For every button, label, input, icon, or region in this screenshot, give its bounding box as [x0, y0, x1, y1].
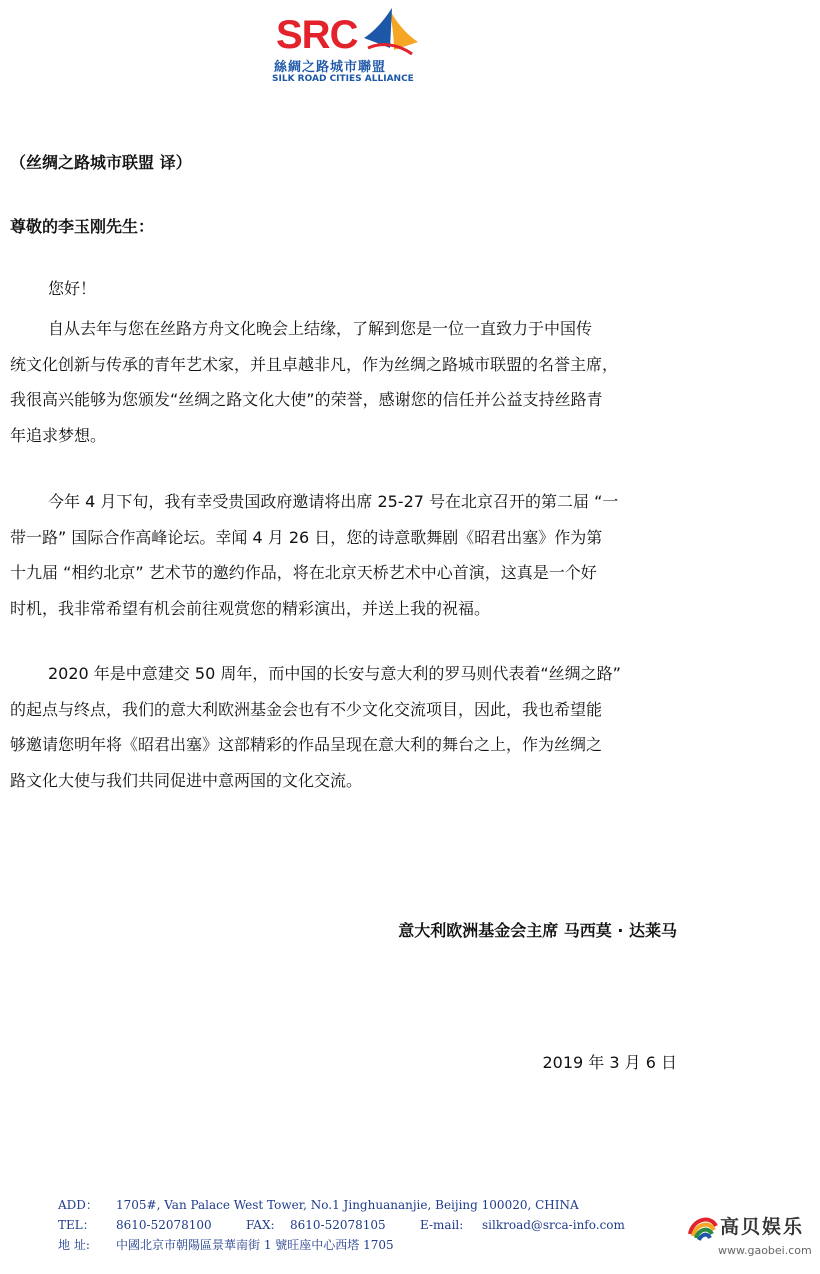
paragraph-line: 十九届 “相约北京” 艺术节的邀约作品，将在北京天桥艺术中心首演，这真是一个好	[10, 563, 597, 582]
footer-cn-address-row	[58, 1235, 579, 1255]
paragraph-line: 的起点与终点，我们的意大利欧洲基金会也有不少文化交流项目，因此，我也希望能	[10, 699, 603, 719]
paragraph-1	[10, 311, 700, 453]
sail-icon	[390, 10, 418, 50]
footer-contact	[58, 1195, 625, 1255]
paragraph-line: 自从去年与您在丝路方舟文化晚会上结缘，了解到您是一位一直致力于中国传	[48, 319, 593, 338]
address-en: 1705#, Van Palace West Tower, No.1 Jinghuananjie, Beijing 100020, CHINA	[116, 1198, 579, 1212]
footer-address-row	[58, 1195, 579, 1215]
tel-number: 8610-52078100	[116, 1218, 212, 1232]
paragraph-line: 2020 年是中意建交 50 周年，而中国的长安与意大利的罗马则代表着“丝绸之路”	[48, 664, 621, 683]
fax-number: 8610-52078105	[290, 1218, 386, 1232]
email-address[interactable]: silkroad@srca-info.com	[482, 1218, 625, 1232]
translator-note: （丝绸之路城市联盟 译）	[10, 153, 192, 172]
rainbow-icon	[688, 1212, 718, 1242]
watermark-text: 高贝娱乐	[720, 1216, 805, 1238]
paragraph-3	[10, 656, 700, 798]
email-label: E-mail:	[420, 1218, 464, 1232]
tel-label: TEL：	[58, 1218, 95, 1232]
paragraph-line: 统文化创新与传承的青年艺术家，并且卓越非凡，作为丝绸之路城市联盟的名誉主席，	[10, 354, 619, 374]
watermark-url: www.gaobei.com	[718, 1244, 812, 1257]
watermark	[688, 1210, 813, 1266]
footer-phone-row	[58, 1215, 625, 1235]
paragraph-line: 我很高兴能够为您颁发“丝绸之路文化大使”的荣誉，感谢您的信任并公益支持丝路青	[10, 390, 603, 409]
paragraph-line: 今年 4 月下旬，我有幸受贵国政府邀请将出席 25-27 号在北京召开的第二届 “一	[48, 492, 619, 511]
signature: 意大利欧洲基金会主席 马西莫 · 达莱马	[398, 921, 677, 940]
paragraph-2	[10, 484, 700, 626]
address-cn: 中國北京市朝陽區景華南街 1 號旺座中心西塔 1705	[116, 1238, 394, 1252]
fax-label: FAX:	[246, 1218, 275, 1232]
logo-english-name: SILK ROAD CITIES ALLIANCE	[272, 74, 414, 84]
logo-chinese-name: 絲綢之路城市聯盟	[274, 60, 387, 75]
paragraph-line: 够邀请您明年将《昭君出塞》这部精彩的作品呈现在意大利的舞台之上，作为丝绸之	[10, 735, 603, 754]
cn-address-label: 地 址:	[58, 1238, 90, 1252]
srca-logo-mark	[272, 4, 422, 58]
logo-letters: SRC	[276, 13, 358, 57]
paragraph-line: 路文化大使与我们共同促进中意两国的文化交流。	[10, 770, 363, 790]
srca-logo	[272, 4, 432, 86]
paragraph-line: 带一路” 国际合作高峰论坛。幸闻 4 月 26 日，您的诗意歌舞剧《昭君出塞》作为第	[10, 527, 603, 547]
paragraph-line: 年追求梦想。	[10, 425, 107, 445]
sail-blue-icon	[364, 8, 392, 48]
salutation: 尊敬的李玉刚先生：	[10, 217, 155, 236]
paragraph-line: 时机，我非常希望有机会前往观赏您的精彩演出，并送上我的祝福。	[10, 598, 491, 618]
greeting: 您好！	[48, 279, 97, 298]
letter-date: 2019 年 3 月 6 日	[542, 1053, 677, 1072]
address-label: ADD：	[58, 1198, 98, 1212]
